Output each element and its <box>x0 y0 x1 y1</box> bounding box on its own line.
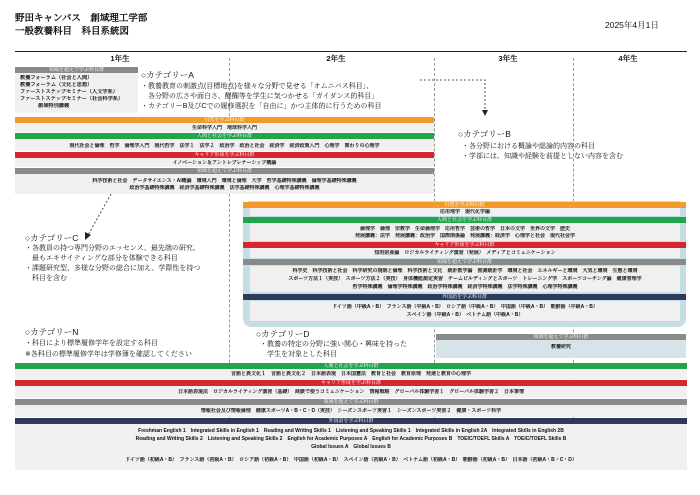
section-a-cross-box <box>15 174 434 194</box>
date-label: 2025年4月1日 <box>605 20 659 30</box>
category-b-line1: ・各分野における概論や総論的内容の科目 <box>462 143 595 150</box>
section-n-career-bar: キャリア形成を学ぶ科目群 <box>15 380 687 386</box>
category-b-line2: ・学部には、知識や経験を前提としない内容を含む <box>462 153 623 160</box>
section-a-human-bar: 人間と社会を学ぶ科目群 <box>15 133 434 139</box>
year-2: 2年生 <box>326 54 346 63</box>
section-n-lang-row2: Reading and Writing Skills 2 Listening and Speaking Skills 2 English for Academic Purposes A English for Academic Purposes B TOEIC/TOEFL Skills A TOEIC/TOEFL Skills B <box>135 436 567 442</box>
section-n-human-row: 言語と異文化１ 言語と異文化２ 日本語表現 日本国憲法 教育と社会 教育原理 発達と教育の心理学 <box>230 371 471 377</box>
section-n-cross-bar: 領域を超えて学ぶ科目群 <box>15 399 687 405</box>
category-c-title: ○カテゴリーC <box>25 233 79 243</box>
seminar-4: ファーストステップセミナー（社会科学系） <box>20 96 124 102</box>
page-title-line1: 野田キャンパス 創域理工学部 <box>15 13 148 24</box>
section-c-cross-row1: 科学史 科学技術と社会 科学研究の規制と倫理 科学技術と文化 統計数学論 推測統計学 環境と社会 エネルギーと環境 大気と環境 生態と環境 <box>292 268 638 274</box>
section-c-lang-bar: 外国語を学ぶ科目群 <box>243 294 686 300</box>
section-c-career-row: 知的財産論 ロジカルライティング演習（発展） メディアとコミュニケーション <box>374 250 556 256</box>
section-c-cross-row2: スポーツ方法１（実技） スポーツ方法２（実技） 身体機能測定実習 チームビルディングとスポーツ トレーニング学 スポーツコーチング論 健康管理学 <box>288 276 642 282</box>
category-n-line1: ・科目により標準履修学年を設定する科目 <box>25 340 158 347</box>
section-n-lang-bar: 外国語を学ぶ科目群 <box>15 418 687 424</box>
seminar-1: 教養フォーラム（社会と人間） <box>20 75 93 81</box>
category-d-line1: ・教養の特定の分野に強い関心・興味を持った <box>260 341 407 348</box>
section-a-cross-bar: 領域を超えて学ぶ科目群 <box>15 168 434 174</box>
category-d-line2: 学生を対象とした科目 <box>260 351 337 358</box>
section-c-lang-row2: スペイン語（中級A・B） ベトナム語（中級A・B） <box>406 312 524 318</box>
section-a-career-bar: キャリア形成を学ぶ科目群 <box>15 152 434 158</box>
gray-top-bar: 領域を超えて学ぶ科目群 <box>15 67 138 73</box>
section-n-lang-row3: Global Issues A Global Issues B <box>311 444 391 450</box>
section-n-cross-row: 情報社会及び情報倫理 健康スポーツA・B・C・D（実技） シーズンスポーツ実習１ シーズンスポーツ実習２ 健康・スポーツ科学 <box>200 408 502 414</box>
section-c-human-row1: 倫理学 倫理 宗教学 生命倫理学 応用哲学 芸術の哲学 日本の文学 世界の文学 歴史 <box>359 226 570 232</box>
category-c-line2: 最もエキサイティングな部分を体験できる科目 <box>25 255 178 262</box>
page-title-line2: 一般教養科目 科目系統図 <box>15 26 130 37</box>
section-a-career-row: イノベーション＆アントレプレナーシップ概論 <box>172 160 277 166</box>
seminar-3: ファーストステップセミナー（人文学系） <box>20 89 118 95</box>
category-a-line1: ・教養教育の刺激点(目標地点)を様々な分野で見せる「オムニバス科目」、 <box>141 83 374 90</box>
section-a-human-row: 現代社会と倫理 哲学 倫理学入門 現代哲学 法学１ 法学２ 政治学 政治と社会 経済学 経済政策入門 心理学 関わりの心理学 <box>69 143 380 149</box>
category-c-line4: 科目を含む <box>25 275 67 282</box>
section-n-lang-row4: ドイツ語（初級A・B） フランス語（初級A・B） ロシア語（初級A・B） 中国語（初級A・B） スペイン語（初級A・B） ベトナム語（初級A・B） 朝鮮語（初級A・B） 日本語（初級A・B・C・D） <box>125 457 577 463</box>
seminar-2: 教養フォーラム（文化と思想） <box>20 82 93 88</box>
category-d-title: ○カテゴリーD <box>256 329 310 339</box>
section-n-career-row: 日本語表現法 ロジカルライティング演習（基礎） 商談で使うコミュニケーション 情報戦略 グローバル体験学習１ グローバル体験学習２ 日本事情 <box>177 389 525 395</box>
section-n-human-bar: 人間と社会を学ぶ科目群 <box>15 363 687 369</box>
category-n-title: ○カテゴリーN <box>25 327 79 337</box>
section-c-human-bar: 人間と社会を学ぶ科目群 <box>243 217 686 223</box>
section-c-human-row2: 発展講義：法学 発展講義：政治学 国際関係論 発展講義：経済学 心理学と社会 現代社会学 <box>354 233 575 239</box>
section-a-cross-row1: 科学技術と社会 データサイエンス・AI概論 環境入門 環境と倫理 大学 哲学基礎特殊講義 倫理学基礎特殊講義 <box>92 178 357 184</box>
section-c-career-bar: キャリア形成を学ぶ科目群 <box>243 242 686 248</box>
seminar-5: 創域特別講義 <box>38 103 70 109</box>
year-1: 1年生 <box>110 54 130 63</box>
category-c-line1: ・各教員の持つ専門分野のエッセンス、最先端の研究、 <box>25 245 200 252</box>
year-3: 3年生 <box>498 54 518 63</box>
category-a-line2: 各分野の広さや面白さ、醍醐等を学生に気つかせる「ガイダンス的科目」 <box>141 93 379 100</box>
section-n-lang-row1: Freshman English 1 Integrated Skills in English 1 Reading and Writing Skills 1 Listening and Speaking Skills 1 Integrated Skills in English 2A Integrated Skills in English 2B <box>138 428 564 434</box>
section-c-nature-row: 応用地学 現代化学論 <box>439 209 490 215</box>
section-c-lang-row1: ドイツ語（中級A・B） フランス語（中級A・B） ロシア語（中級A・B） 中国語（中級A・B） 朝鮮語（中級A・B） <box>332 304 598 310</box>
section-c-cross-bar: 領域を超えて学ぶ科目群 <box>243 259 686 265</box>
category-n-line2: ※各科目の標準履修学年は学修簿を確認してください <box>25 351 192 358</box>
category-a-line3: ・カテゴリーB及びCでの履修選択を「自由に」かつ主体的に行うための科目 <box>141 103 382 110</box>
category-c-line3: ・課題研究型、多様な分野の総合に加え、学際性を持つ <box>25 265 201 272</box>
section-c-nature-bar: 自然を学ぶ科目群 <box>243 202 686 208</box>
category-a-title: ○カテゴリーA <box>141 70 194 80</box>
section-a-nature-row: 生命科学入門 地球科学入門 <box>191 125 257 131</box>
category-b-title: ○カテゴリーB <box>458 129 511 139</box>
section-c-cross-row3: 哲学特殊講義 倫理学特殊講義 政治学特殊講義 経済学特殊講義 法学特殊講義 心理学特殊講義 <box>352 284 578 290</box>
section-a-cross-row2: 政治学基礎特殊講義 経済学基礎特殊講義 法学基礎特殊講義 心理学基礎特殊講義 <box>129 185 320 191</box>
year-4: 4年生 <box>618 54 638 63</box>
section-d-cross-row: 教養研究 <box>550 344 571 350</box>
section-d-cross-bar: 領域を超えて学ぶ科目群 <box>436 334 686 340</box>
section-a-nature-bar: 自然を学ぶ科目群 <box>15 117 434 123</box>
